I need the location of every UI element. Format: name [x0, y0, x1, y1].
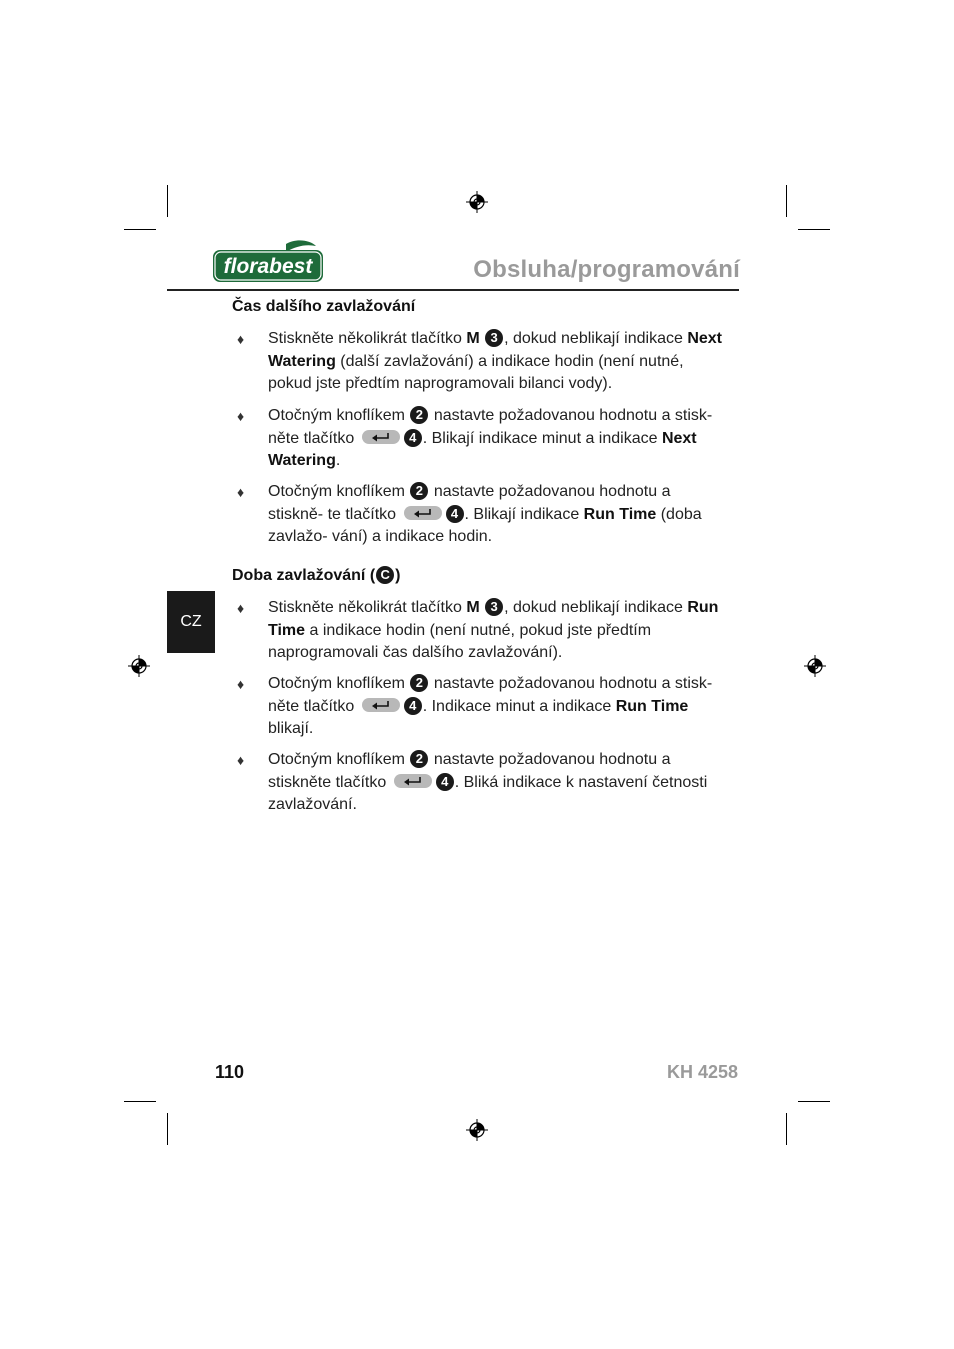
florabest-logo [212, 240, 324, 284]
bold-label: M [466, 330, 480, 347]
instruction-text: , dokud neblikají indikace [504, 330, 688, 347]
section-heading-next-watering: Čas dalšího zavlažování [232, 298, 416, 315]
bullet-icon: ♦ [237, 600, 245, 616]
enter-key-icon [394, 774, 432, 788]
instruction-item [268, 597, 728, 665]
instruction-item [268, 673, 728, 741]
bold-label: Next Watering [268, 330, 723, 370]
badge-c-icon: C [376, 566, 394, 584]
instruction-text: Otočným knoflíkem [268, 407, 410, 424]
instruction-text: (doba zavlažo- vání) a indikace hodin. [268, 505, 702, 545]
bullet-icon: ♦ [237, 484, 245, 500]
instruction-text: Stiskněte několikrát tlačítko [268, 330, 467, 347]
instruction-text: . Blikají indikace minut a indikace [422, 429, 662, 447]
crop-mark [167, 1113, 168, 1145]
part-number-badge-icon: 2 [410, 406, 428, 424]
enter-key-icon [362, 430, 400, 444]
enter-key-icon [404, 506, 442, 520]
part-number-badge-icon: 2 [410, 674, 428, 692]
instruction-text: , dokud neblikají indikace [504, 599, 688, 616]
registration-mark-icon [128, 655, 150, 677]
bold-label: Next Watering [268, 429, 697, 469]
instruction-item [268, 405, 728, 473]
instruction-text: . Indikace minut a indikace [422, 697, 616, 715]
crop-mark [124, 229, 156, 230]
bold-label: Run Time [583, 505, 657, 523]
part-number-badge-icon: 3 [485, 598, 503, 616]
section-heading-run-time [232, 566, 400, 585]
crop-mark [167, 185, 168, 217]
crop-mark [798, 229, 830, 230]
instruction-text: . Blikají indikace [464, 505, 584, 523]
instruction-item [268, 481, 728, 549]
part-number-badge-icon: 2 [410, 750, 428, 768]
crop-mark [786, 185, 787, 217]
crop-mark [786, 1113, 787, 1145]
instruction-text: a indikace hodin (není nutné, pokud jste předtím naprogramovali čas dalšího zavlažování). [268, 621, 652, 661]
instruction-text: Stiskněte několikrát tlačítko [268, 599, 467, 616]
instruction-text: nastavte požadovanou hodnotu a stisk- něte tlačítko [268, 407, 713, 447]
model-number: KH 4258 [666, 1062, 738, 1082]
header-rule [167, 289, 739, 291]
enter-key-icon [362, 698, 400, 712]
part-number-badge-icon: 4 [436, 773, 454, 791]
bullet-icon: ♦ [237, 331, 245, 347]
part-number-badge-icon: 4 [446, 505, 464, 523]
heading-text: Doba zavlažování ( [232, 567, 376, 584]
instruction-text: . [335, 452, 341, 469]
instruction-text: . Bliká indikace k nastavení četnosti zavlažování. [268, 773, 708, 813]
instruction-text: blikají. [268, 720, 314, 737]
instruction-text: Otočným knoflíkem [268, 483, 410, 500]
bold-label: Run Time [268, 599, 719, 639]
registration-mark-icon [804, 655, 826, 677]
instruction-text: nastavte požadovanou hodnotu a stisk- něte tlačítko [268, 675, 713, 715]
crop-mark [124, 1101, 156, 1102]
instruction-item [268, 328, 728, 396]
registration-mark-icon [466, 1119, 488, 1141]
instruction-text: (další zavlažování) a indikace hodin (není nutné, pokud jste předtím naprogramovali bilanci vody). [268, 352, 684, 392]
bullet-icon: ♦ [237, 752, 245, 768]
instruction-text: nastavte požadovanou hodnotu a stiskněte tlačítko [268, 751, 671, 791]
instruction-text: nastavte požadovanou hodnotu a stiskně- te tlačítko [268, 483, 671, 523]
page-title: Obsluha/programování [473, 256, 740, 283]
crop-mark [798, 1101, 830, 1102]
language-tab: CZ [167, 591, 215, 653]
bold-label: M [466, 599, 480, 616]
bullet-icon: ♦ [237, 408, 245, 424]
page-number: 110 [215, 1062, 245, 1082]
registration-mark-icon [466, 191, 488, 213]
bullet-icon: ♦ [237, 676, 245, 692]
part-number-badge-icon: 4 [404, 429, 422, 447]
instruction-item [268, 749, 728, 817]
bold-label: Run Time [615, 697, 689, 715]
logo-text: florabest [223, 255, 313, 278]
instruction-text [480, 330, 484, 347]
part-number-badge-icon: 3 [485, 329, 503, 347]
part-number-badge-icon: 2 [410, 482, 428, 500]
heading-text-end: ) [395, 567, 401, 584]
instruction-text: Otočným knoflíkem [268, 751, 410, 768]
instruction-text [480, 599, 484, 616]
part-number-badge-icon: 4 [404, 697, 422, 715]
instruction-text: Otočným knoflíkem [268, 675, 410, 692]
